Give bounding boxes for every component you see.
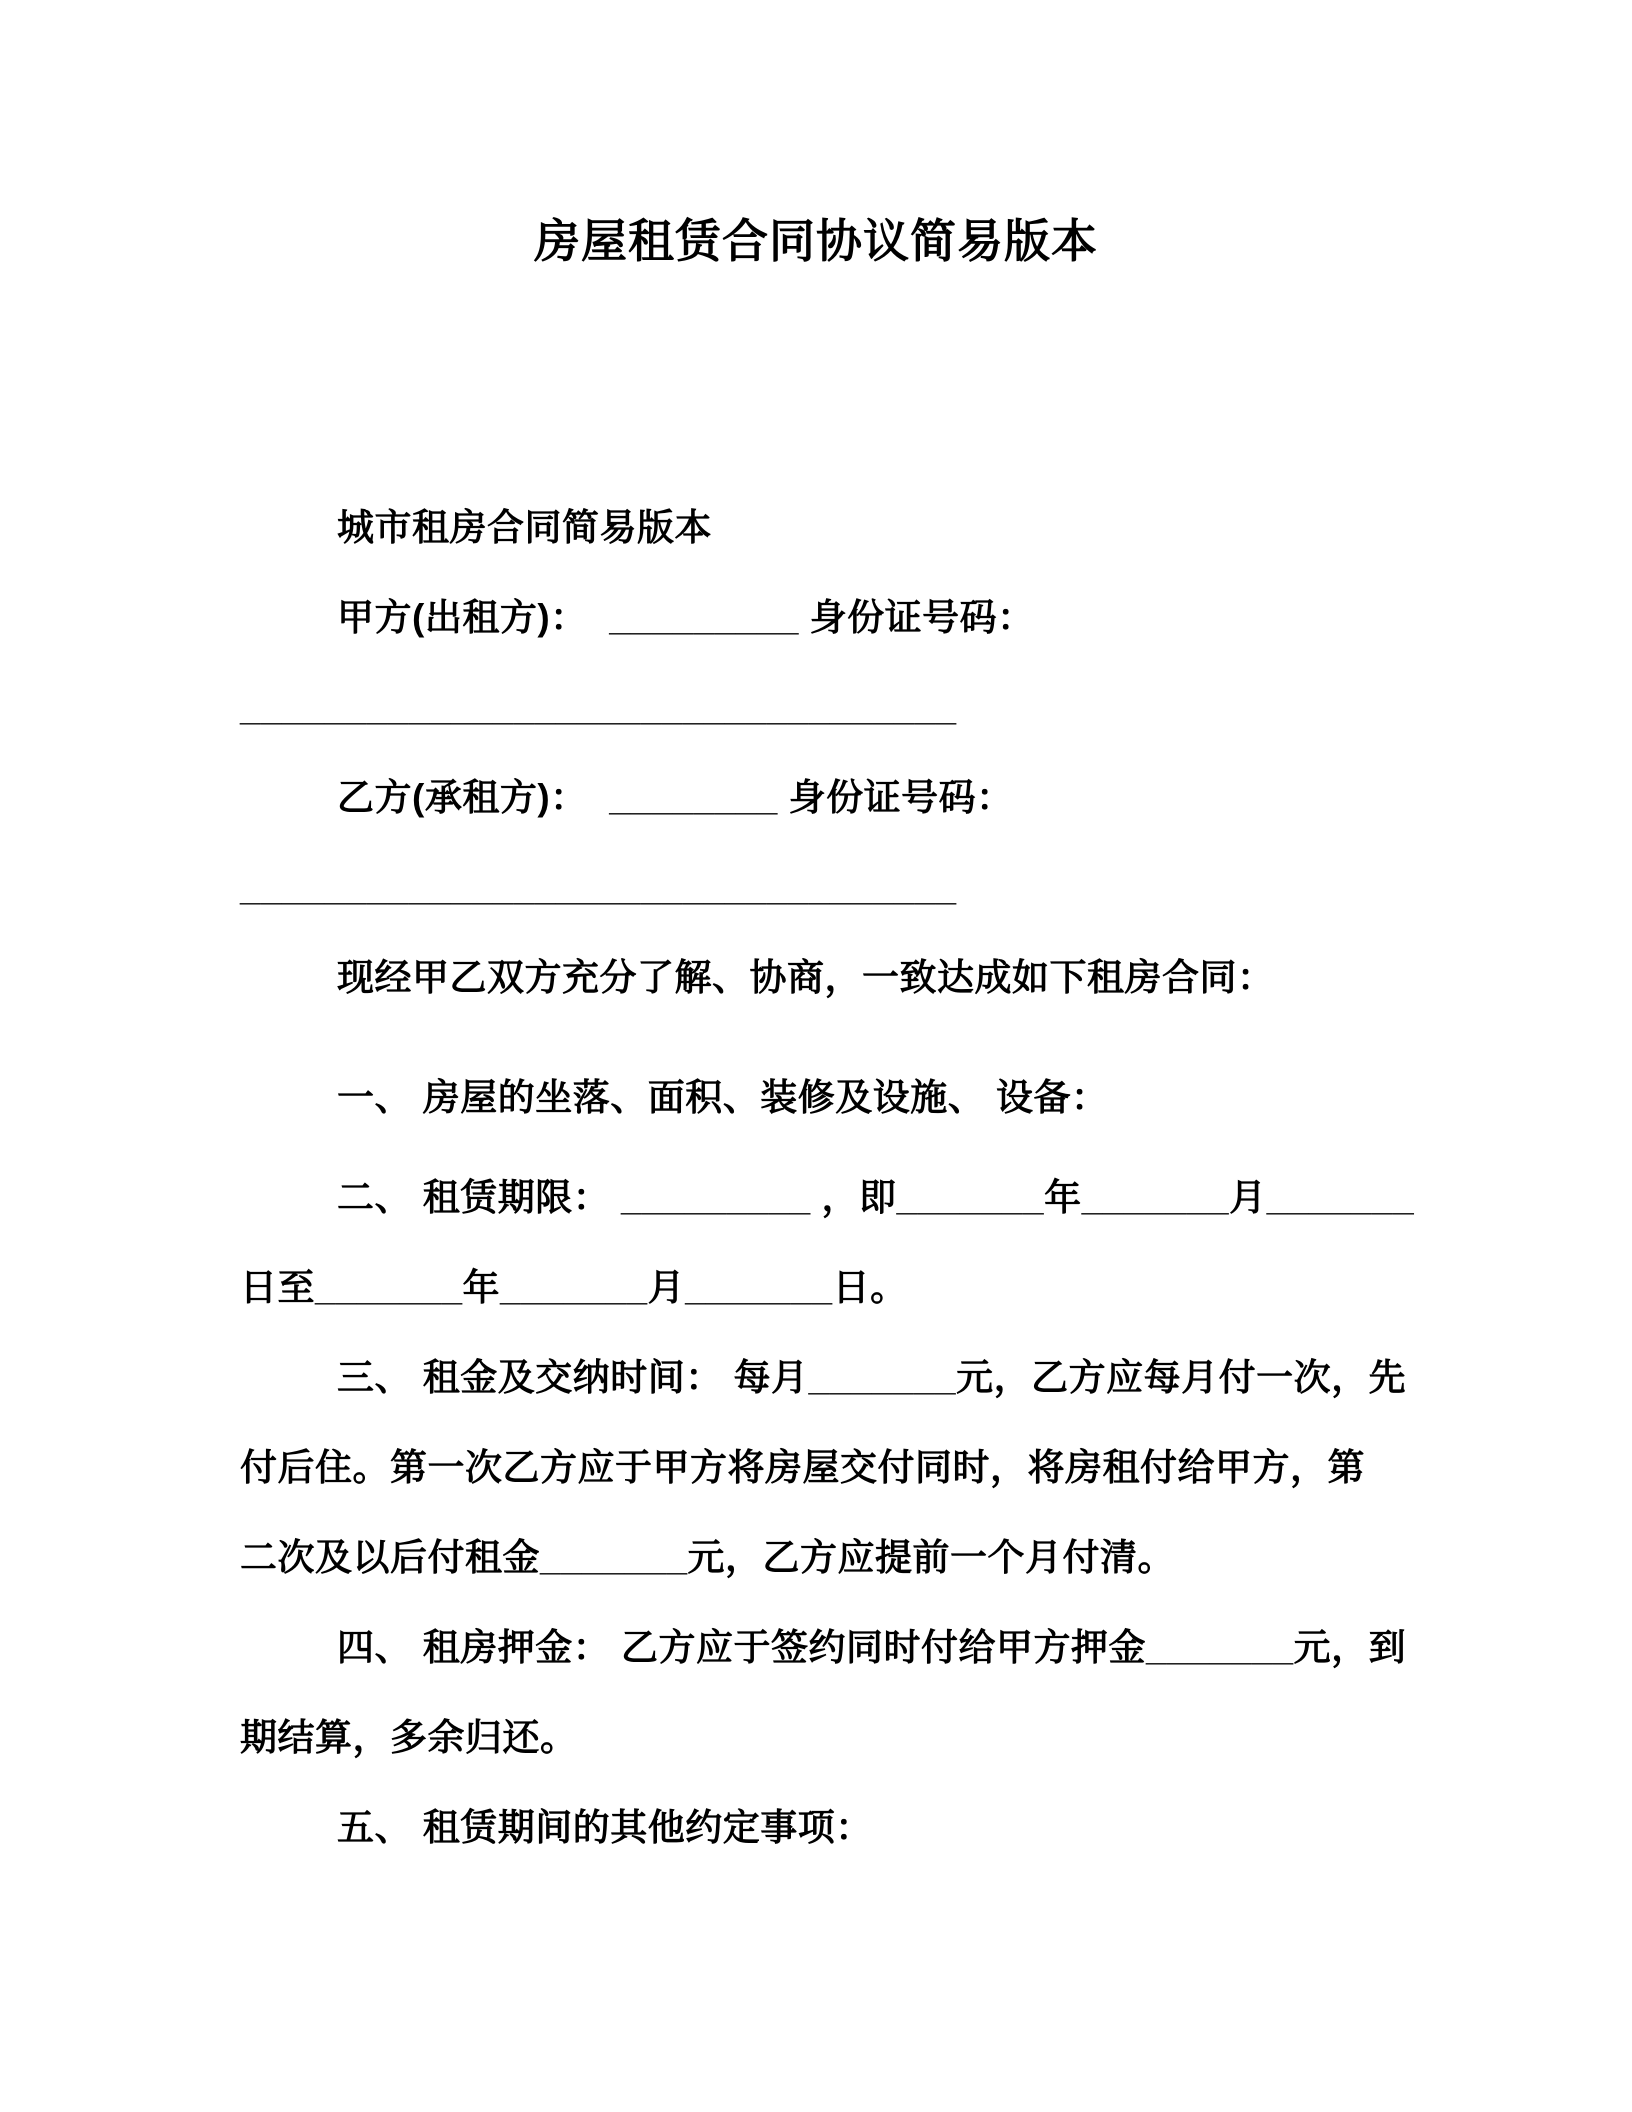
party-a-id-blank-line: __________________________________	[240, 687, 957, 728]
clause-4-line-2: 期结算，多余归还。	[240, 1717, 578, 1758]
clause-2-line-1: 二、 租赁期限： _________ ，即_______年_______月_______	[337, 1177, 1415, 1218]
document-body	[240, 483, 1415, 1873]
clause-4-line-1: 四、 租房押金： 乙方应于签约同时付给甲方押金_______元，到	[337, 1627, 1407, 1668]
clause-1-line: 一、 房屋的坐落、面积、装修及设施、 设备：	[337, 1077, 1109, 1118]
party-b-line: 乙方(承租方)： ________ 身份证号码：	[337, 777, 1014, 818]
party-a-line: 甲方(出租方)： _________ 身份证号码：	[337, 597, 1035, 638]
clause-3-line-2: 付后住。第一次乙方应于甲方将房屋交付同时，将房租付给甲方，第	[240, 1447, 1365, 1488]
clause-2-line-2: 日至_______年_______月_______日。	[240, 1267, 908, 1308]
clause-3-line-3: 二次及以后付租金_______元，乙方应提前一个月付清。	[240, 1537, 1176, 1578]
clause-5-line: 五、 租赁期间的其他约定事项：	[337, 1807, 873, 1848]
preamble-line: 现经甲乙双方充分了解、协商，一致达成如下租房合同：	[337, 957, 1275, 998]
subtitle-line: 城市租房合同简易版本	[337, 507, 712, 548]
clause-3-line-1: 三、 租金及交纳时间： 每月_______元，乙方应每月付一次，先	[337, 1357, 1407, 1398]
party-b-id-blank-line: __________________________________	[240, 867, 957, 908]
document-title: 房屋租赁合同协议简易版本	[534, 215, 1098, 267]
